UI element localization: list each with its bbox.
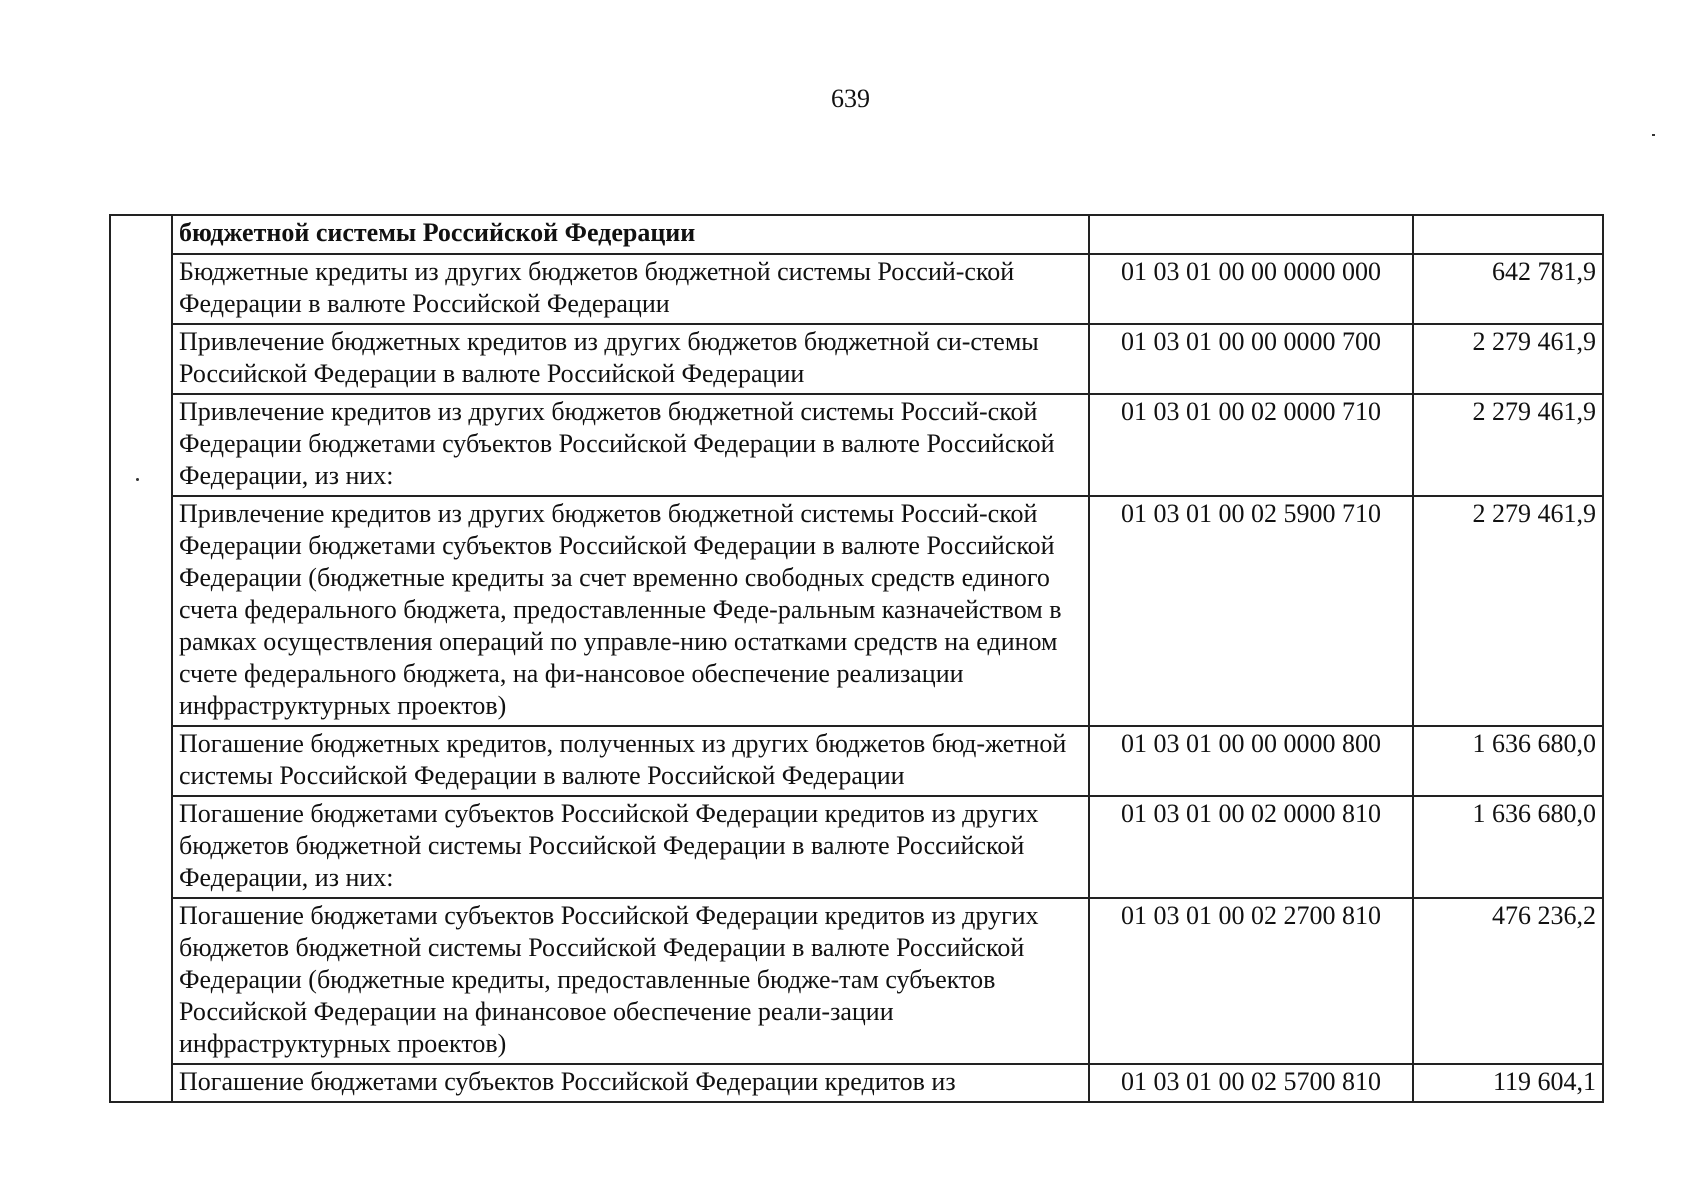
table-row [110, 324, 1603, 394]
item-name-cell: бюджетной системы Российской Федерации [172, 215, 1089, 254]
item-name-cell: Погашение бюджетами субъектов Российской Федерации кредитов из [172, 1064, 1089, 1102]
item-name-cell: Привлечение кредитов из других бюджетов бюджетной системы Россий-ской Федерации бюджетами субъектов Российской Федерации в валюте Российской Федерации, из них: [172, 394, 1089, 496]
item-name-cell: Привлечение бюджетных кредитов из других бюджетов бюджетной си-стемы Российской Федерации в валюте Российской Федерации [172, 324, 1089, 394]
item-name-cell: Бюджетные кредиты из других бюджетов бюджетной системы Россий-ской Федерации в валюте Российской Федерации [172, 254, 1089, 324]
table-row [110, 796, 1603, 898]
amount-cell: 1 636 680,0 [1413, 796, 1603, 898]
table-row [110, 215, 1603, 254]
amount-cell: 2 279 461,9 [1413, 496, 1603, 726]
table-row [110, 898, 1603, 1064]
amount-cell [1413, 215, 1603, 254]
table-row [110, 726, 1603, 796]
budget-code-cell: 01 03 01 00 02 5900 710 [1089, 496, 1413, 726]
table-row [110, 1064, 1603, 1102]
amount-cell: 642 781,9 [1413, 254, 1603, 324]
item-name-cell: Погашение бюджетами субъектов Российской Федерации кредитов из других бюджетов бюджетной системы Российской Федерации в валюте Российской Федерации, из них: [172, 796, 1089, 898]
item-name-cell: Погашение бюджетами субъектов Российской Федерации кредитов из других бюджетов бюджетной системы Российской Федерации в валюте Российской Федерации (бюджетные кредиты, предоставленные бюдже-там субъектов Российской Федерации на финансовое обеспечение реали-зации инфраструктурных проектов) [172, 898, 1089, 1064]
table-row [110, 254, 1603, 324]
budget-table [109, 214, 1604, 1103]
item-name-cell: Погашение бюджетных кредитов, полученных из других бюджетов бюд-жетной системы Российской Федерации в валюте Российской Федерации [172, 726, 1089, 796]
scan-mark [1652, 134, 1655, 136]
table-row [110, 394, 1603, 496]
budget-code-cell: 01 03 01 00 00 0000 700 [1089, 324, 1413, 394]
amount-cell: 2 279 461,9 [1413, 394, 1603, 496]
amount-cell: 476 236,2 [1413, 898, 1603, 1064]
budget-code-cell: 01 03 01 00 00 0000 800 [1089, 726, 1413, 796]
budget-code-cell: 01 03 01 00 02 0000 710 [1089, 394, 1413, 496]
amount-cell: 2 279 461,9 [1413, 324, 1603, 394]
budget-table-body [110, 215, 1603, 1102]
budget-code-cell: 01 03 01 00 02 2700 810 [1089, 898, 1413, 1064]
budget-code-cell: 01 03 01 00 02 5700 810 [1089, 1064, 1413, 1102]
item-name-cell: Привлечение кредитов из других бюджетов бюджетной системы Россий-ской Федерации бюджетами субъектов Российской Федерации в валюте Российской Федерации (бюджетные кредиты за счет временно свободных средств единого счета федерального бюджета, предоставленные Феде-ральным казначейством в рамках осуществления операций по управле-нию остатками средств на едином счете федерального бюджета, на фи-нансовое обеспечение реализации инфраструктурных проектов) [172, 496, 1089, 726]
budget-code-cell [1089, 215, 1413, 254]
table-row [110, 496, 1603, 726]
row-number-cell [110, 215, 172, 1102]
page-number: 639 [831, 84, 870, 113]
budget-code-cell: 01 03 01 00 02 0000 810 [1089, 796, 1413, 898]
budget-code-cell: 01 03 01 00 00 0000 000 [1089, 254, 1413, 324]
amount-cell: 1 636 680,0 [1413, 726, 1603, 796]
amount-cell: 119 604,1 [1413, 1064, 1603, 1102]
